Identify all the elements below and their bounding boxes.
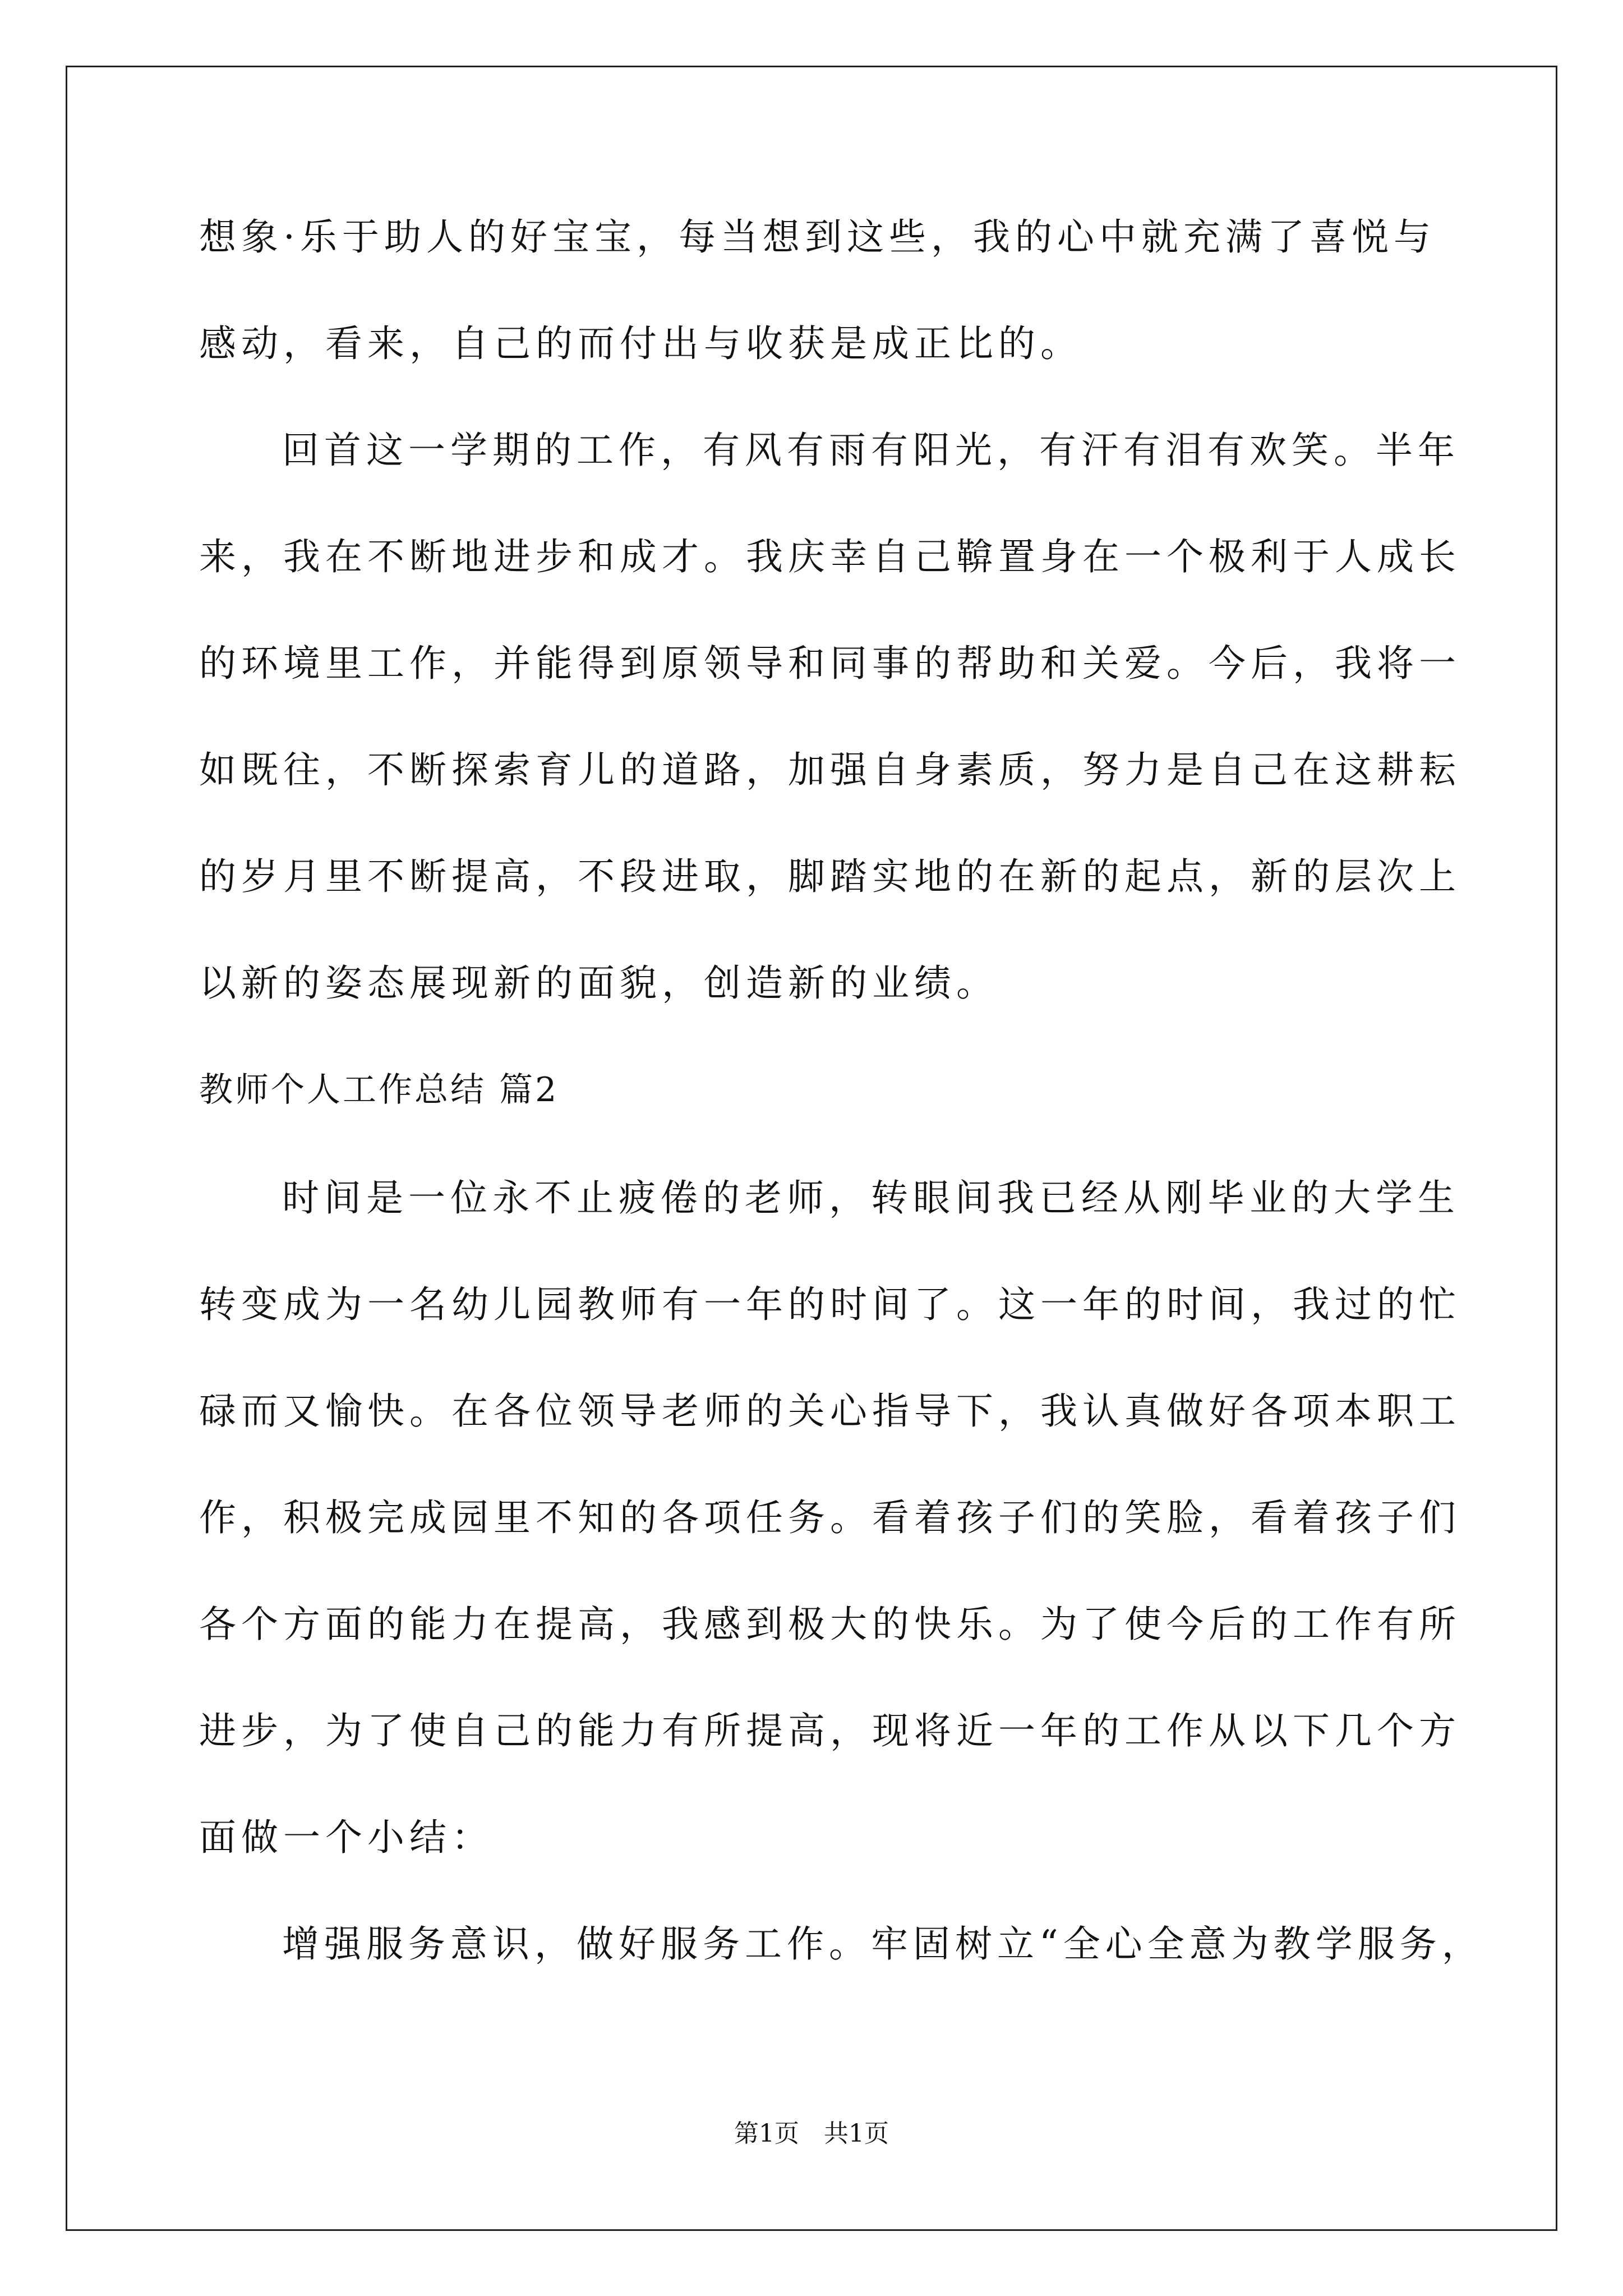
text-line: 的岁月里不断提高，不段进取，脚踏实地的在新的起点，新的层次上 (199, 855, 1461, 898)
text-line: 想象·乐于助人的好宝宝，每当想到这些，我的心中就充满了喜悦与 (199, 215, 1436, 259)
text-line: 增强服务意识，做好服务工作。牢固树立“全心全意为教学服务， (282, 1922, 1484, 1966)
text-line: 时间是一位永不止疲倦的老师，转眼间我已经从刚毕业的大学生 (282, 1176, 1460, 1220)
text-line: 如既往，不断探索育儿的道路，加强自身素质，努力是自己在这耕耘 (199, 748, 1461, 792)
text-line: 碌而又愉快。在各位领导老师的关心指导下，我认真做好各项本职工 (199, 1389, 1461, 1433)
text-line: 回首这一学期的工作，有风有雨有阳光，有汗有泪有欢笑。半年 (282, 429, 1460, 472)
page-number-footer: 第1页 共1页 (734, 2119, 889, 2148)
text-line: 作，积极完成园里不知的各项任务。看着孩子们的笑脸，看着孩子们 (199, 1496, 1461, 1539)
text-line: 的环境里工作，并能得到原领导和同事的帮助和关爱。今后，我将一 (199, 642, 1461, 685)
text-line: 进步，为了使自己的能力有所提高，现将近一年的工作从以下几个方 (199, 1709, 1461, 1752)
text-line: 转变成为一名幼儿园教师有一年的时间了。这一年的时间，我过的忙 (199, 1283, 1461, 1326)
section-heading: 教师个人工作总结 篇2 (199, 1070, 559, 1110)
text-line: 以新的姿态展现新的面貌，创造新的业绩。 (199, 961, 998, 1005)
page-border (66, 66, 1557, 2231)
text-line: 来，我在不断地进步和成才。我庆幸自己鞥置身在一个极利于人成长 (199, 535, 1461, 578)
text-line: 面做一个小结： (199, 1816, 494, 1859)
text-line: 各个方面的能力在提高，我感到极大的快乐。为了使今后的工作有所 (199, 1603, 1461, 1646)
text-line: 感动，看来，自己的而付出与收获是成正比的。 (199, 322, 1082, 365)
